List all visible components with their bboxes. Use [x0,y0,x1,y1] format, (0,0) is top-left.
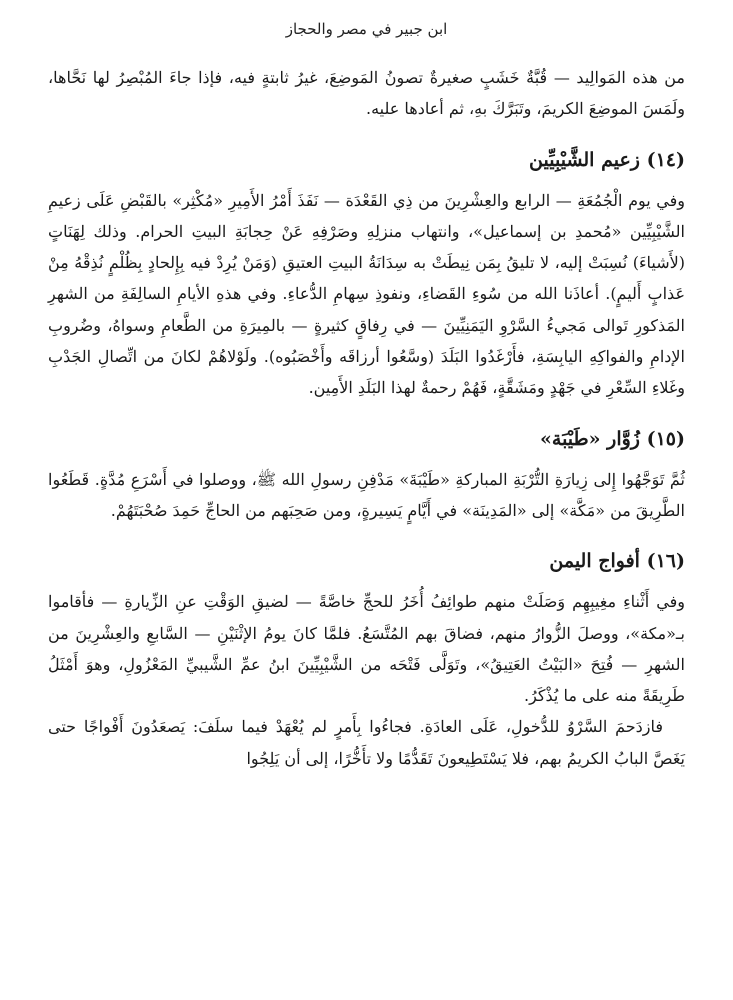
running-header: ابن جبير في مصر والحجاز [285,20,448,38]
section-15-paragraph: ثُمَّ تَوَجَّهُوا إِلى زِيارَةِ التُّرْبَةِ المباركةِ «طَيْبَةَ» مَدْفِنِ رسولِ الله ﷺ، ووصلوا في أَسْرَعِ مُدَّةٍ. قَطَعُوا الطَّرِيقَ من «مَكَّة» إلى «المَدِينَة» في أَيَّامٍ يَسِيرةٍ، ومن صَحِبَهم من الحاجِّ حَمِدَ صُحْبَتَهُمْ. [48,469,686,520]
section-14-paragraph: وفي يوم الْجُمُعَةِ — الرابع والعِشْرِينَ من ذِي القَعْدَة — نَفَذَ أَمْرُ الأَمِيرِ «مُكْثِر» بالقَبْضِ عَلَى زعيمِ الشَّيْبِيِّين «مُحمدِ بن إسماعيل»، وانتهاب منزلِهِ وصَرْفِهِ عَنْ حِجابَةِ البيتِ الحرام. وذلك لِهَنَاتٍ (لأَشياءَ) نُسِبَتْ إليه، لا تليقُ بِمَن نِيطَتْ به سِدَانَةُ البيتِ العتيقِ (وَمَنْ يُرِدْ فيه بِإِلحادٍ بِظُلْمٍ نُذِقْهُ مِنْ عَذابٍ أَليمٍ). أعاذَنا الله من سُوءِ القَضاءِ، ونفوذِ سِهامِ الدُّعاءِ. وفي هذهِ الأيامِ السالِفَةِ من الشهرِ المَذكورِ تَوالى مَجيءُ السَّرْوِ اليَمَنِيِّينَ — في رِفاقٍ كثيرةٍ — بالمِيرَةِ من الطَّعامِ وسواهُ، وضُروبِ الإدامِ والفواكِهِ اليابِسَةِ، فأَرْغَدُوا البَلَدَ (وسَّعُوا أرزاقَه وأَخْصَبُوه). ولَوْلاهُمْ لكانَ من اتِّصالِ الجَدْبِ وغَلاءِ السِّعْرِ في جَهْدٍ ومَشَقَّةٍ، فَهُمْ رحمةٌ لهذا البَلَدِ الأَمِين. [48,190,686,398]
section-16-paragraph: وفي أَثْناءِ مغِيبِهِم وَصَلَتْ منهم طوائِفُ أُخَرُ للحجِّ خاصَّةً — لضيقِ الوَقْتِ عنِ الزِّيارةِ — فأقاموا بـ«مكة»، ووصلَ الزُّوارُ منهم، فضاقَ بهم المُتَّسَعُ. فلمَّا كانَ يومُ الإثْنَيْنِ — السَّابعِ والعِشْرِينَ من الشهرِ — فُتِحَ «البَيْتُ العَتِيقُ»، وتَوَلَّى فَتْحَه من الشَّيْبِيِّينَ ابنُ عمِّ الشَّيبيِّ المَعْزُولِ، وهوَ أَمْثَلُ طَرِيقَةً منه على ما يُذْكَرُ. [48,592,686,706]
section-14-heading: (١٤) زعيم الشَّيْبِيِّين [529,148,685,171]
section-16-heading: (١٦) أفواج اليمن [549,550,685,573]
section-16-paragraph-2: فازدَحمَ السَّرْوُ للدُّخولِ، عَلَى العادَةِ. فجاءُوا بِأَمرٍ لم يُعْهَدْ فيما سلَفَ: يَصعَدُونَ أَفْواجًا حتى يَغَصَّ البابُ الكريمُ بهم، فلا يَسْتَطِيعونَ تَقَدُّمًا ولا تأَخُّرًا، إلى أن يَلِجُوا [48,717,685,768]
body-text [48,62,685,774]
opening-paragraph: من هذه المَوالِيد — قُبَّةٌ خَشَبٍ صغيرةٌ تصونُ المَوضِعَ، غيرُ ثابتةٍ فيه، فإذا جاءَ المُبْصِرُ لها نَحَّاها، ولَمَسَ الموضِعَ الكريمَ، وتَبَرَّكَ بهِ، ثم أعادها عليه. [48,68,685,119]
section-15-heading: (١٥) زُوَّار «طَيْبَة» [540,427,685,450]
